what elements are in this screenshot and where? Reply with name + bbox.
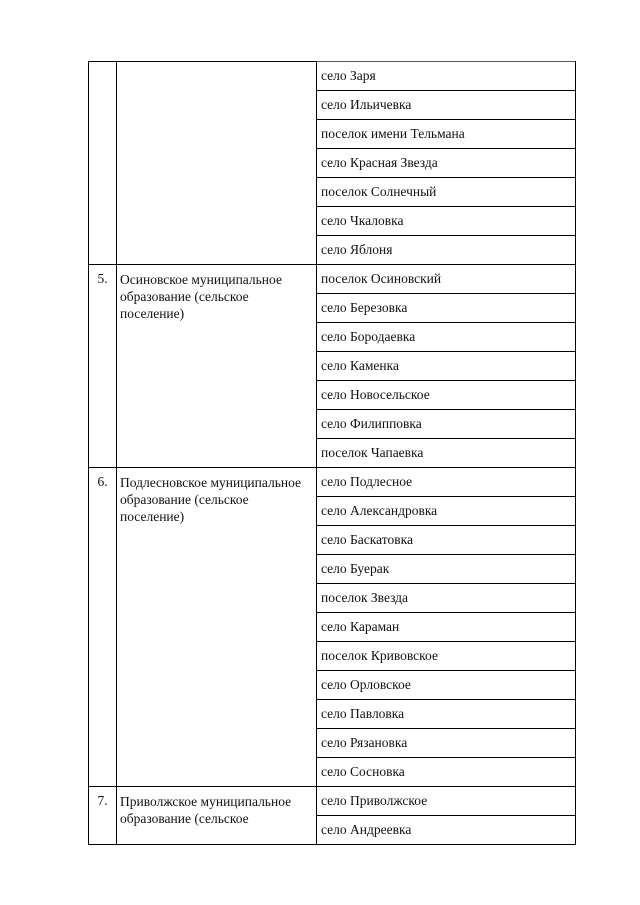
locality-name: село Филипповка <box>317 410 576 439</box>
municipality-number: 5. <box>89 265 117 468</box>
locality-name: поселок Чапаевка <box>317 439 576 468</box>
locality-name: поселок Звезда <box>317 584 576 613</box>
table-row <box>89 265 576 294</box>
settlements-table-body <box>89 62 576 845</box>
locality-name: село Красная Звезда <box>317 149 576 178</box>
locality-name: село Яблоня <box>317 236 576 265</box>
table-row <box>89 62 576 91</box>
locality-name: село Александровка <box>317 497 576 526</box>
locality-name: село Сосновка <box>317 758 576 787</box>
locality-name: село Новосельское <box>317 381 576 410</box>
municipality-name: Приволжское муниципальное образование (сельское <box>117 787 317 845</box>
municipality-name <box>117 62 317 265</box>
locality-name: село Приволжское <box>317 787 576 816</box>
locality-name: село Заря <box>317 62 576 91</box>
locality-name: село Березовка <box>317 294 576 323</box>
locality-name: поселок имени Тельмана <box>317 120 576 149</box>
locality-name: поселок Солнечный <box>317 178 576 207</box>
locality-name: село Баскатовка <box>317 526 576 555</box>
locality-name: поселок Кривовское <box>317 642 576 671</box>
settlements-table <box>88 61 576 845</box>
locality-name: поселок Осиновский <box>317 265 576 294</box>
locality-name: село Буерак <box>317 555 576 584</box>
municipality-number <box>89 62 117 265</box>
municipality-number: 6. <box>89 468 117 787</box>
locality-name: село Чкаловка <box>317 207 576 236</box>
locality-name: село Рязановка <box>317 729 576 758</box>
table-row <box>89 787 576 816</box>
locality-name: село Каменка <box>317 352 576 381</box>
locality-name: село Ильичевка <box>317 91 576 120</box>
locality-name: село Орловское <box>317 671 576 700</box>
locality-name: село Караман <box>317 613 576 642</box>
locality-name: село Андреевка <box>317 816 576 845</box>
table-row <box>89 468 576 497</box>
locality-name: село Бородаевка <box>317 323 576 352</box>
locality-name: село Павловка <box>317 700 576 729</box>
municipality-name: Подлесновское муниципальное образование (сельское поселение) <box>117 468 317 787</box>
locality-name: село Подлесное <box>317 468 576 497</box>
municipality-name: Осиновское муниципальное образование (сельское поселение) <box>117 265 317 468</box>
municipality-number: 7. <box>89 787 117 845</box>
